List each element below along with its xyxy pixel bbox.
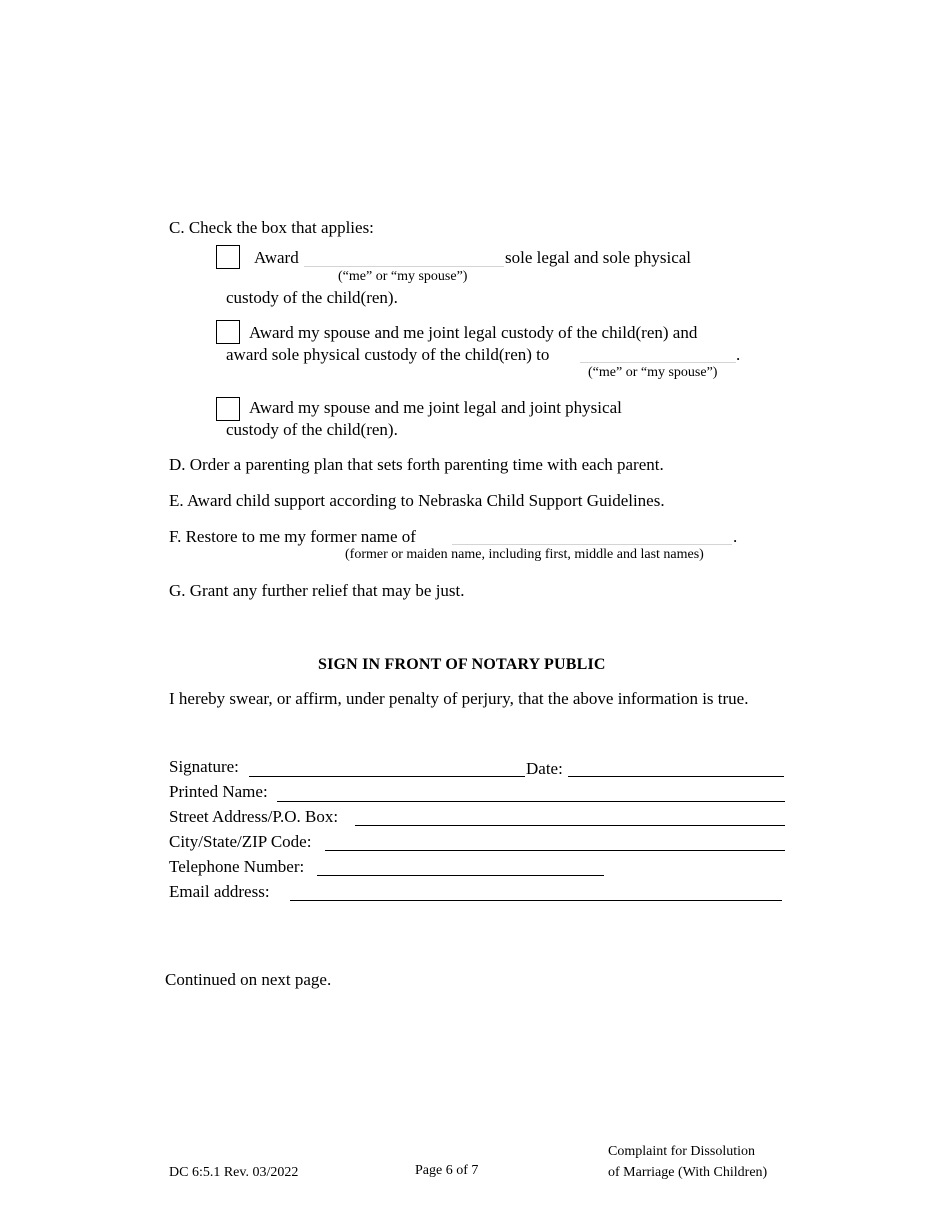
joint-legal-joint-physical-checkbox[interactable] bbox=[216, 397, 240, 421]
option2-line1: Award my spouse and me joint legal custody of the child(ren) and bbox=[249, 323, 698, 342]
email-line[interactable] bbox=[290, 900, 782, 901]
option1-hint: (“me” or “my spouse”) bbox=[338, 269, 468, 284]
section-g: G. Grant any further relief that may be just. bbox=[169, 581, 465, 600]
page-number: Page 6 of 7 bbox=[415, 1163, 479, 1178]
notary-heading: SIGN IN FRONT OF NOTARY PUBLIC bbox=[318, 656, 606, 673]
section-d: D. Order a parenting plan that sets forth parenting time with each parent. bbox=[169, 455, 664, 474]
option2-hint: (“me” or “my spouse”) bbox=[588, 365, 718, 380]
printed-name-label: Printed Name: bbox=[169, 782, 268, 801]
option1-award-text: Award bbox=[254, 248, 299, 267]
section-f-period: . bbox=[733, 527, 738, 546]
city-state-zip-label: City/State/ZIP Code: bbox=[169, 832, 312, 851]
option2-period: . bbox=[736, 345, 741, 364]
option3-line2: custody of the child(ren). bbox=[226, 420, 398, 439]
sole-custody-party-field[interactable] bbox=[304, 266, 504, 267]
street-address-label: Street Address/P.O. Box: bbox=[169, 807, 339, 826]
sole-physical-party-field[interactable] bbox=[580, 362, 736, 363]
form-title-line1: Complaint for Dissolution bbox=[608, 1144, 755, 1159]
section-e: E. Award child support according to Nebraska Child Support Guidelines. bbox=[169, 491, 665, 510]
signature-line[interactable] bbox=[249, 776, 525, 777]
signature-label: Signature: bbox=[169, 757, 239, 776]
telephone-line[interactable] bbox=[317, 875, 604, 876]
option3-line1: Award my spouse and me joint legal and joint physical bbox=[249, 398, 622, 417]
sole-custody-checkbox[interactable] bbox=[216, 245, 240, 269]
former-name-field[interactable] bbox=[452, 544, 732, 545]
date-label: Date: bbox=[526, 759, 563, 778]
continued-note: Continued on next page. bbox=[165, 970, 332, 989]
option1-line2: custody of the child(ren). bbox=[226, 288, 398, 307]
printed-name-line[interactable] bbox=[277, 801, 785, 802]
section-f-label: F. Restore to me my former name of bbox=[169, 527, 416, 546]
street-address-line[interactable] bbox=[355, 825, 785, 826]
section-f-hint: (former or maiden name, including first, middle and last names) bbox=[345, 547, 704, 562]
telephone-label: Telephone Number: bbox=[169, 857, 305, 876]
form-title-line2: of Marriage (With Children) bbox=[608, 1165, 768, 1180]
section-c-label: C. Check the box that applies: bbox=[169, 218, 374, 237]
option2-line2: award sole physical custody of the child(ren) to bbox=[226, 345, 550, 364]
joint-legal-sole-physical-checkbox[interactable] bbox=[216, 320, 240, 344]
oath-statement: I hereby swear, or affirm, under penalty of perjury, that the above information is true. bbox=[169, 689, 749, 708]
date-line[interactable] bbox=[568, 776, 784, 777]
email-label: Email address: bbox=[169, 882, 270, 901]
option1-rest-text: sole legal and sole physical bbox=[505, 248, 692, 267]
form-id: DC 6:5.1 Rev. 03/2022 bbox=[169, 1165, 299, 1180]
city-state-zip-line[interactable] bbox=[325, 850, 785, 851]
